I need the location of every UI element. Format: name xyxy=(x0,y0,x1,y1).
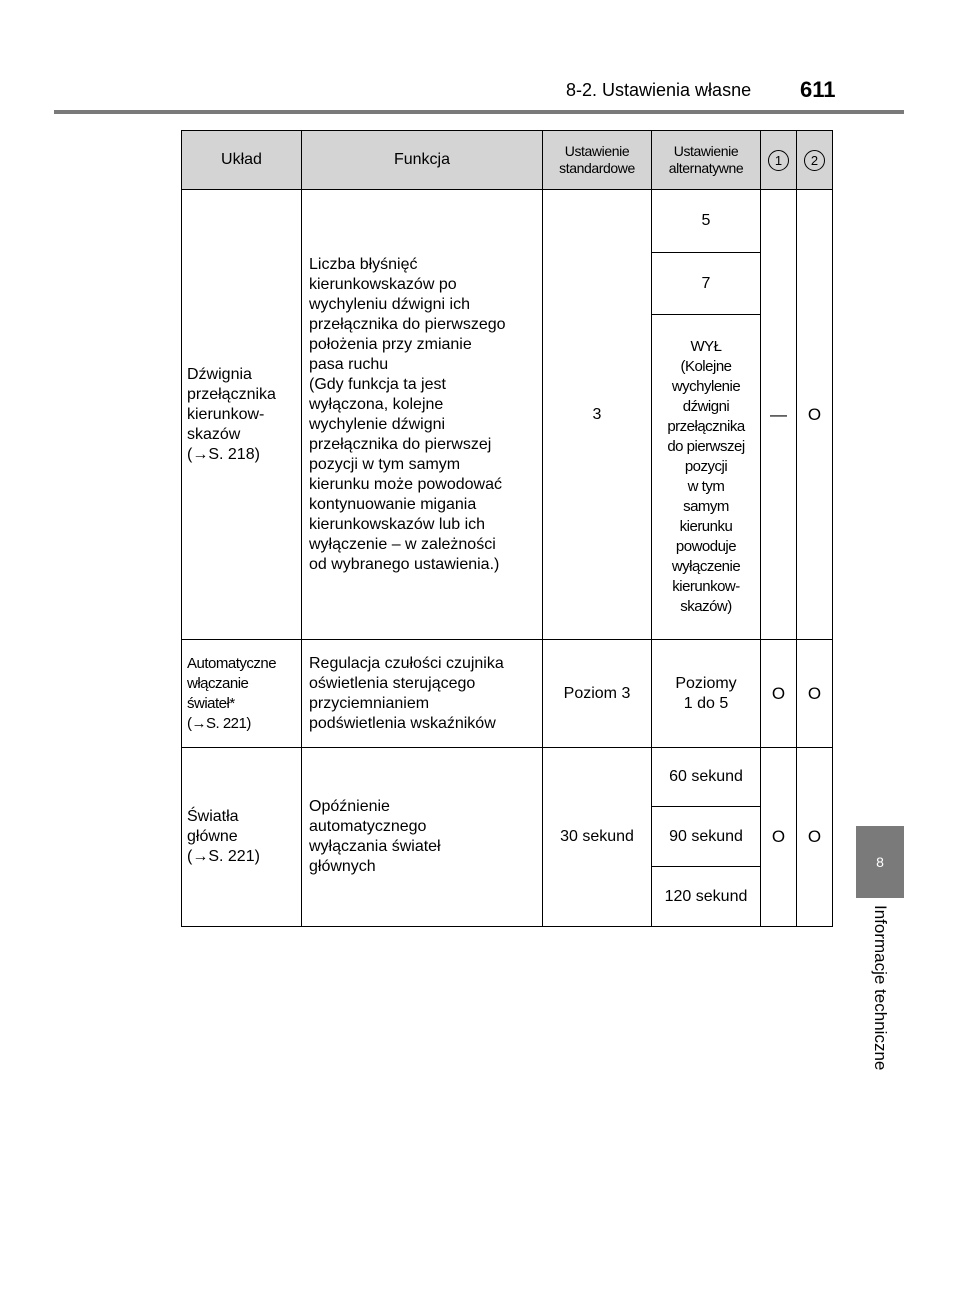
table-row xyxy=(182,190,833,253)
col-header-function: Funkcja xyxy=(302,131,543,190)
table-row xyxy=(182,748,833,807)
header-rule xyxy=(54,110,904,114)
row1-method-1: — xyxy=(761,190,797,640)
row3-alt-3: 120 sekund xyxy=(652,867,761,927)
row2-method-1: O xyxy=(761,640,797,748)
row3-method-2: O xyxy=(797,748,833,927)
section-title: 8-2. Ustawienia własne xyxy=(566,80,752,100)
chapter-title-tab xyxy=(858,905,902,1225)
row1-alt-1: 5 xyxy=(652,190,761,253)
col-header-default: Ustawienie standardowe xyxy=(543,131,652,190)
row1-default: 3 xyxy=(543,190,652,640)
row1-method-2: O xyxy=(797,190,833,640)
row3-method-1: O xyxy=(761,748,797,927)
row3-default: 30 sekund xyxy=(543,748,652,927)
row3-alt-1: 60 sekund xyxy=(652,748,761,807)
row1-alt-2: 7 xyxy=(652,253,761,315)
row2-function: Regulacja czułości czujnika oświetlenia sterującego przyciemnianiem podświetlenia wskaźników xyxy=(302,640,543,748)
row2-alt-1: Poziomy 1 do 5 xyxy=(652,640,761,748)
row1-function: Liczba błyśnięć kierunkowskazów po wychyleniu dźwigni ich przełącznika do pierwszego położenia przy zmianie pasa ruchu (Gdy funkcja ta jest wyłączona, kolejne wychylenie dźwigni przełącznika do pierwszej pozycji w tym samym kierunku może powodować kontynuowanie migania kierunkowskazów lub ich wyłączenie – w zależności od wybranego ustawienia.) xyxy=(302,190,543,640)
row3-function: Opóźnienie automatycznego wyłączania świateł głównych xyxy=(302,748,543,927)
col-header-alternative: Ustawienie alternatywne xyxy=(652,131,761,190)
col-header-method-2 xyxy=(797,131,833,190)
table-row xyxy=(182,640,833,748)
col-header-system: Układ xyxy=(182,131,302,190)
chapter-title: Informacje techniczne xyxy=(871,905,890,1071)
row1-system: Dźwignia przełącznika kierunkow- skazów (→S. 218) xyxy=(182,190,302,640)
row1-alt-3: WYŁ (Kolejne wychylenie dźwigni przełącznika do pierwszej pozycji w tym samym kierunku powoduje wyłączenie kierunkow- skazów) xyxy=(652,315,761,640)
chapter-tab xyxy=(856,826,904,898)
row2-method-2: O xyxy=(797,640,833,748)
col-header-method-1 xyxy=(761,131,797,190)
chapter-number: 8 xyxy=(876,854,884,870)
table-header-row xyxy=(182,131,833,190)
row3-alt-2: 90 sekund xyxy=(652,807,761,867)
method-2-badge: 2 xyxy=(804,150,825,171)
page-number: 611 xyxy=(800,77,836,102)
row3-system: Światła główne (→S. 221) xyxy=(182,748,302,927)
settings-table xyxy=(181,130,833,927)
row2-system: Automatyczne włączanie świateł* (→S. 221) xyxy=(182,640,302,748)
row2-default: Poziom 3 xyxy=(543,640,652,748)
method-1-badge: 1 xyxy=(768,150,789,171)
